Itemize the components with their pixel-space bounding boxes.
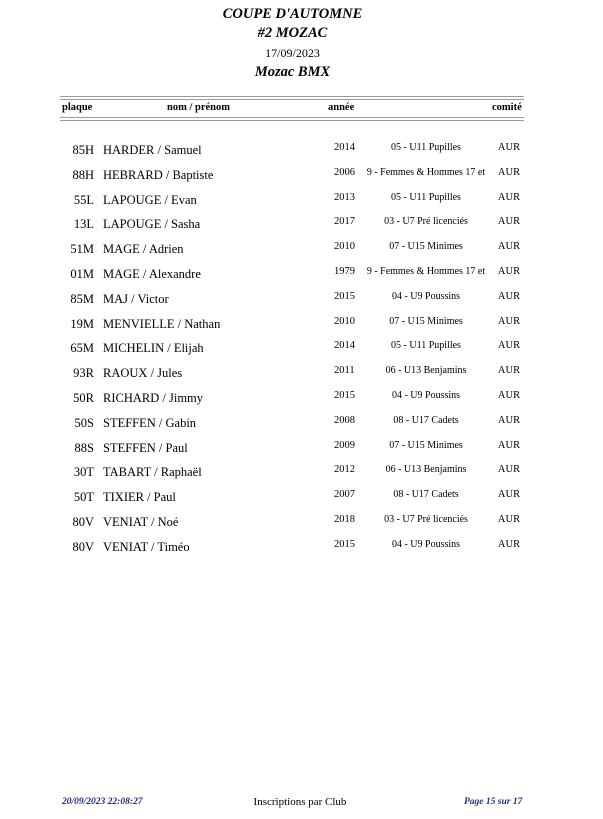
year-cell: 2010: [334, 315, 355, 327]
table-row: [0, 364, 603, 388]
plaque-cell: 88S: [74, 440, 94, 455]
year-cell: 2012: [334, 464, 355, 476]
name-cell: VENIAT / Noé: [103, 515, 179, 529]
committee-cell: AUR: [497, 390, 521, 401]
name-cell: MAJ / Victor: [103, 291, 169, 306]
year-cell: 2011: [334, 365, 355, 377]
year-cell: 2015: [334, 538, 355, 550]
plaque-cell: 01M: [70, 267, 94, 281]
year-cell: 2015: [334, 290, 355, 302]
table-row: [0, 389, 603, 413]
year-cell: 1979: [334, 266, 355, 277]
committee-cell: AUR: [497, 414, 521, 426]
committee-cell: AUR: [497, 538, 521, 550]
name-cell: HEBRARD / Baptiste: [103, 167, 214, 182]
committee-cell: AUR: [497, 191, 521, 203]
header-rule-bottom-2: [60, 120, 524, 121]
table-row: [0, 166, 603, 190]
year-cell: 2006: [334, 166, 355, 178]
category-cell: 05 - U11 Pupilles: [391, 142, 461, 153]
table-row: [0, 513, 603, 537]
year-cell: 2015: [334, 390, 355, 401]
category-cell: 03 - U7 Pré licenciés: [384, 514, 468, 525]
table-row: [0, 141, 603, 165]
table-row: [0, 265, 603, 289]
name-cell: RICHARD / Jimmy: [103, 391, 204, 405]
category-cell: 08 - U17 Cadets: [393, 414, 459, 426]
plaque-cell: 80V: [72, 515, 94, 529]
category-cell: 06 - U13 Benjamins: [385, 464, 467, 476]
category-cell: 05 - U11 Pupilles: [391, 191, 461, 203]
name-cell: VENIAT / Timéo: [103, 539, 190, 554]
table-row: [0, 191, 603, 215]
club-name: Mozac BMX: [254, 64, 331, 80]
table-row: [0, 215, 603, 239]
name-cell: LAPOUGE / Sasha: [103, 217, 201, 232]
print-timestamp: 20/09/2023 22:08:27: [62, 797, 143, 807]
name-cell: RAOUX / Jules: [103, 366, 183, 381]
category-cell: 04 - U9 Poussins: [391, 390, 461, 401]
plaque-cell: 85H: [72, 143, 94, 157]
year-cell: 2014: [334, 142, 355, 153]
committee-cell: AUR: [497, 290, 521, 302]
event-title: COUPE D'AUTOMNE: [222, 6, 363, 22]
table-row: [0, 315, 603, 339]
name-cell: STEFFEN / Paul: [103, 440, 188, 455]
name-cell: STEFFEN / Gabin: [103, 415, 197, 430]
plaque-cell: 85M: [70, 291, 94, 306]
committee-cell: AUR: [497, 439, 521, 451]
table-row: [0, 290, 603, 314]
event-date: 17/09/2023: [265, 46, 320, 60]
committee-cell: AUR: [497, 241, 521, 253]
name-cell: MAGE / Alexandre: [103, 267, 201, 281]
col-annee: année: [328, 102, 355, 113]
category-cell: 07 - U15 Minimes: [389, 241, 463, 253]
year-cell: 2013: [334, 191, 355, 203]
year-cell: 2017: [334, 216, 355, 228]
plaque-cell: 80V: [72, 539, 94, 554]
table-row: [0, 463, 603, 487]
table-row: [0, 488, 603, 512]
category-cell: 03 - U7 Pré licenciés: [384, 216, 468, 228]
category-cell: 07 - U15 Minimes: [389, 439, 463, 451]
table-row: [0, 339, 603, 363]
name-cell: MENVIELLE / Nathan: [103, 316, 221, 331]
category-cell: 04 - U9 Poussins: [391, 538, 461, 550]
category-cell: 08 - U17 Cadets: [393, 489, 459, 501]
plaque-cell: 51M: [70, 242, 94, 257]
table-row: [0, 538, 603, 562]
plaque-cell: 50T: [73, 490, 94, 505]
col-plaque: plaque: [62, 102, 93, 113]
year-cell: 2008: [334, 414, 355, 426]
committee-cell: AUR: [497, 464, 521, 476]
category-cell: 05 - U11 Pupilles: [391, 340, 461, 352]
year-cell: 2009: [334, 439, 355, 451]
name-cell: MAGE / Adrien: [103, 242, 184, 257]
year-cell: 2014: [334, 340, 355, 352]
plaque-cell: 93R: [73, 366, 94, 381]
category-cell: 04 - U9 Poussins: [391, 290, 461, 302]
committee-cell: AUR: [497, 266, 521, 277]
name-cell: MICHELIN / Elijah: [103, 341, 204, 356]
table-row: [0, 240, 603, 264]
plaque-cell: 50S: [74, 415, 94, 430]
header-rule-top-2: [60, 99, 524, 100]
committee-cell: AUR: [497, 142, 521, 153]
committee-cell: AUR: [497, 514, 521, 525]
col-comite: comité: [492, 102, 522, 113]
table-row: [0, 414, 603, 438]
plaque-cell: 65M: [70, 341, 94, 356]
category-cell: 07 - U15 Minimes: [389, 315, 463, 327]
committee-cell: AUR: [497, 365, 521, 377]
year-cell: 2007: [334, 489, 355, 501]
category-cell: 06 - U13 Benjamins: [385, 365, 467, 377]
plaque-cell: 19M: [70, 316, 94, 331]
name-cell: LAPOUGE / Evan: [103, 192, 197, 207]
page-number: Page 15 sur 17: [464, 797, 523, 807]
event-subtitle: #2 MOZAC: [257, 25, 328, 41]
committee-cell: AUR: [497, 216, 521, 228]
name-cell: HARDER / Samuel: [103, 143, 202, 157]
plaque-cell: 30T: [73, 465, 94, 480]
plaque-cell: 55L: [73, 192, 94, 207]
plaque-cell: 50R: [73, 391, 94, 405]
table-row: [0, 439, 603, 463]
category-cell: 9 - Femmes & Hommes 17 et: [366, 266, 486, 277]
plaque-cell: 88H: [72, 167, 94, 182]
plaque-cell: 13L: [73, 217, 94, 232]
committee-cell: AUR: [497, 340, 521, 352]
header-rule-bottom: [60, 117, 524, 118]
committee-cell: AUR: [497, 166, 521, 178]
year-cell: 2010: [334, 241, 355, 253]
header-rule-top: [60, 96, 524, 97]
report-name: Inscriptions par Club: [253, 796, 347, 808]
category-cell: 9 - Femmes & Hommes 17 et: [366, 166, 486, 178]
name-cell: TIXIER / Paul: [103, 490, 176, 505]
year-cell: 2018: [334, 514, 355, 525]
name-cell: TABART / Raphaël: [103, 465, 202, 480]
committee-cell: AUR: [497, 315, 521, 327]
col-nom: nom / prénom: [167, 102, 230, 113]
committee-cell: AUR: [497, 489, 521, 501]
